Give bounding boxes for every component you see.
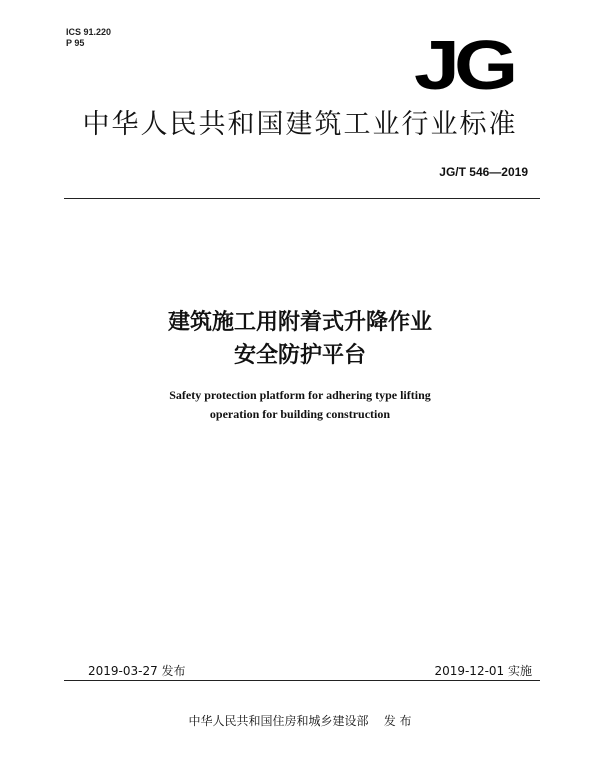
english-title-line-1: Safety protection platform for adhering type lifting: [169, 388, 431, 402]
chinese-title-line-2: 安全防护平台: [233, 343, 366, 368]
chinese-title-line-1: 建筑施工用附着式升降作业: [167, 310, 432, 335]
issuing-authority: 中华人民共和国住房和城乡建设部 发 布: [188, 714, 412, 728]
ccs-code: P 95: [66, 38, 85, 48]
jg-logo: JG: [413, 26, 512, 104]
bottom-divider: [64, 680, 540, 681]
industry-standard-title: 中华人民共和国建筑工业行业标准: [82, 109, 518, 140]
top-divider: [64, 198, 540, 199]
standard-number: JG/T 546—2019: [439, 165, 528, 179]
ics-code: ICS 91.220: [66, 27, 112, 37]
issue-date: 2019-03-27 发布: [88, 664, 186, 678]
english-title-line-2: operation for building construction: [209, 407, 391, 421]
implementation-date: 2019-12-01 实施: [434, 664, 532, 678]
